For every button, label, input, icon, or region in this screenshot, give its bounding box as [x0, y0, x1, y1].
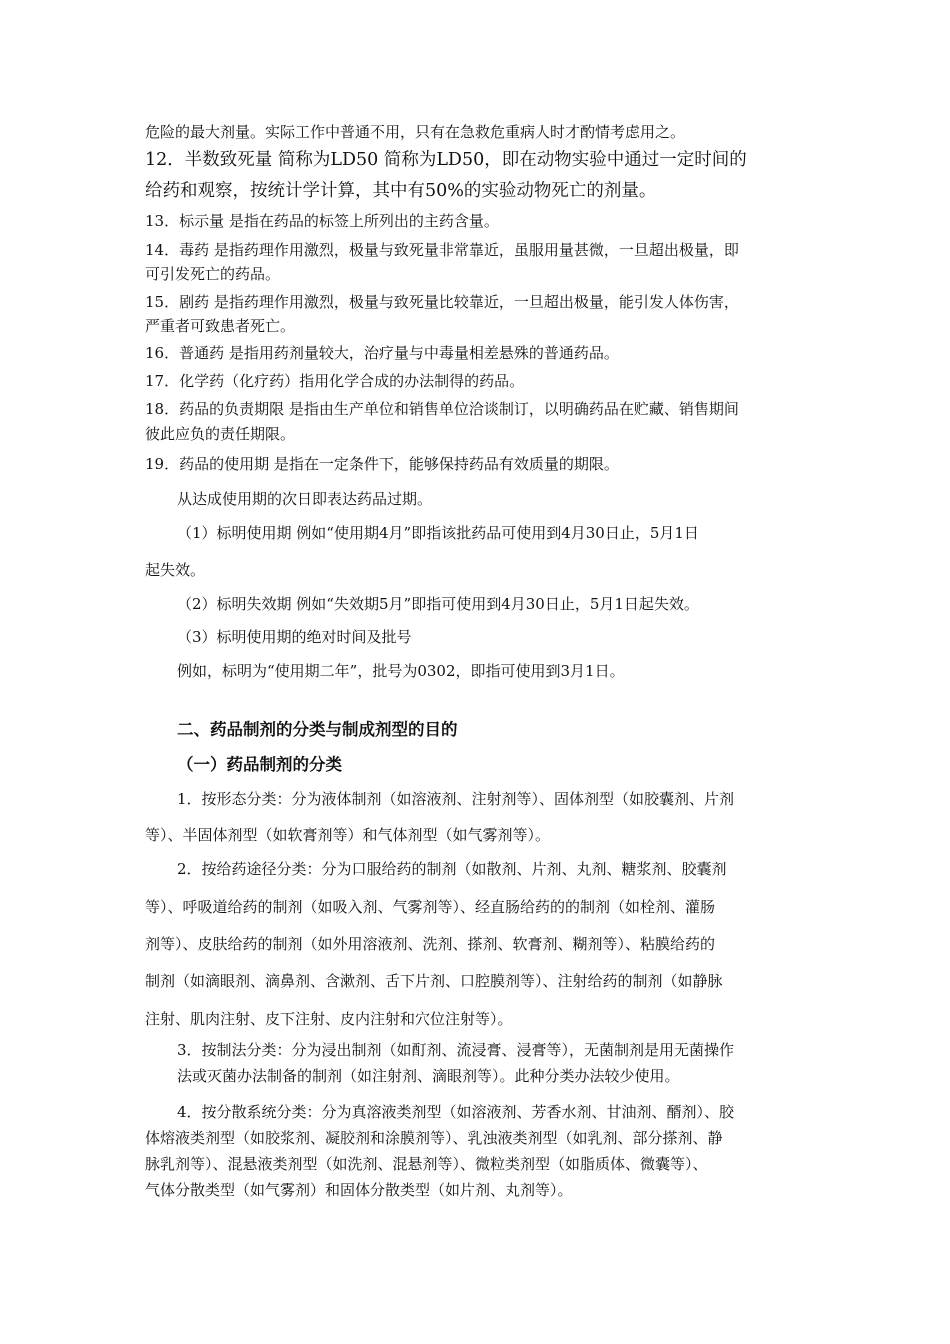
text-line: 法或灭菌办法制备的制剂（如注射剂、滴眼剂等）。此种分类办法较少使用。	[177, 1067, 680, 1085]
text-line: 15．剧药 是指药理作用激烈，极量与致死量比较靠近，一旦超出极量，能引发人体伤害，	[145, 293, 739, 311]
text-line: 体熔液类剂型（如胶浆剂、凝胶剂和涂膜剂等）、乳浊液类剂型（如乳剂、部分搽剂、静	[145, 1129, 723, 1147]
text-line: 等）、半固体剂型（如软膏剂等）和气体剂型（如气雾剂等）。	[145, 826, 551, 844]
text-line: 例如，标明为“使用期二年”，批号为0302，即指可使用到3月1日。	[177, 662, 625, 680]
text-line: 危险的最大剂量。实际工作中普通不用，只有在急救危重病人时才酌情考虑用之。	[145, 123, 686, 141]
text-line: 注射、肌肉注射、皮下注射、皮内注射和穴位注射等）。	[145, 1010, 513, 1028]
subsection-heading: （一）药品制剂的分类	[177, 755, 342, 774]
text-line: 彼此应负的责任期限。	[145, 425, 296, 443]
text-line: 12．半数致死量 简称为LD50 简称为LD50，即在动物实验中通过一定时间的	[145, 150, 747, 170]
text-line: 1．按形态分类：分为液体制剂（如溶液剂、注射剂等）、固体剂型（如胶囊剂、片剂	[177, 790, 735, 808]
text-line: 严重者可致患者死亡。	[145, 317, 296, 335]
text-line: 气体分散类型（如气雾剂）和固体分散类型（如片剂、丸剂等）。	[145, 1181, 573, 1199]
text-line: 脉乳剂等）、混悬液类剂型（如洗剂、混悬剂等）、微粒类剂型（如脂质体、微囊等）、	[145, 1155, 708, 1173]
text-line: 3．按制法分类：分为浸出制剂（如酊剂、流浸膏、浸膏等），无菌制剂是用无菌操作	[177, 1041, 735, 1059]
text-line: 16．普通药 是指用药剂量较大，治疗量与中毒量相差悬殊的普通药品。	[145, 344, 619, 362]
text-line: 从达成使用期的次日即表达药品过期。	[177, 490, 433, 508]
text-line: 剂等）、皮肤给药的制剂（如外用溶液剂、洗剂、搽剂、软膏剂、糊剂等）、粘膜给药的	[145, 935, 716, 953]
text-line: （2）标明失效期 例如“失效期5月”即指可使用到4月30日止，5月1日起失效。	[177, 595, 699, 613]
text-line: 4．按分散系统分类：分为真溶液类剂型（如溶液剂、芳香水剂、甘油剂、醑剂）、胶	[177, 1103, 735, 1121]
section-heading: 二、药品制剂的分类与制成剂型的目的	[177, 720, 458, 739]
text-line: （3）标明使用期的绝对时间及批号	[177, 628, 412, 646]
text-line: 18．药品的负责期限 是指由生产单位和销售单位洽谈制订，以明确药品在贮藏、销售期间	[145, 400, 739, 418]
text-line: 17．化学药（化疗药）指用化学合成的办法制得的药品。	[145, 372, 525, 390]
text-line: 起失效。	[145, 561, 206, 579]
text-line: 制剂（如滴眼剂、滴鼻剂、含漱剂、舌下片剂、口腔膜剂等）、注射给药的制剂（如静脉	[145, 972, 723, 990]
text-line: （1）标明使用期 例如“使用期4月”即指该批药品可使用到4月30日止，5月1日	[177, 524, 699, 542]
text-line: 14．毒药 是指药理作用激烈，极量与致死量非常靠近，虽服用量甚微，一旦超出极量，即	[145, 241, 739, 259]
text-line: 等）、呼吸道给药的制剂（如吸入剂、气雾剂等）、经直肠给药的的制剂（如栓剂、灌肠	[145, 898, 716, 916]
text-line: 可引发死亡的药品。	[145, 265, 281, 283]
text-line: 19．药品的使用期 是指在一定条件下，能够保持药品有效质量的期限。	[145, 455, 619, 473]
text-line: 13．标示量 是指在药品的标签上所列出的主药含量。	[145, 212, 499, 230]
text-line: 给药和观察，按统计学计算，其中有50%的实验动物死亡的剂量。	[145, 181, 657, 201]
text-line: 2．按给药途径分类：分为口服给药的制剂（如散剂、片剂、丸剂、糖浆剂、胶囊剂	[177, 860, 727, 878]
